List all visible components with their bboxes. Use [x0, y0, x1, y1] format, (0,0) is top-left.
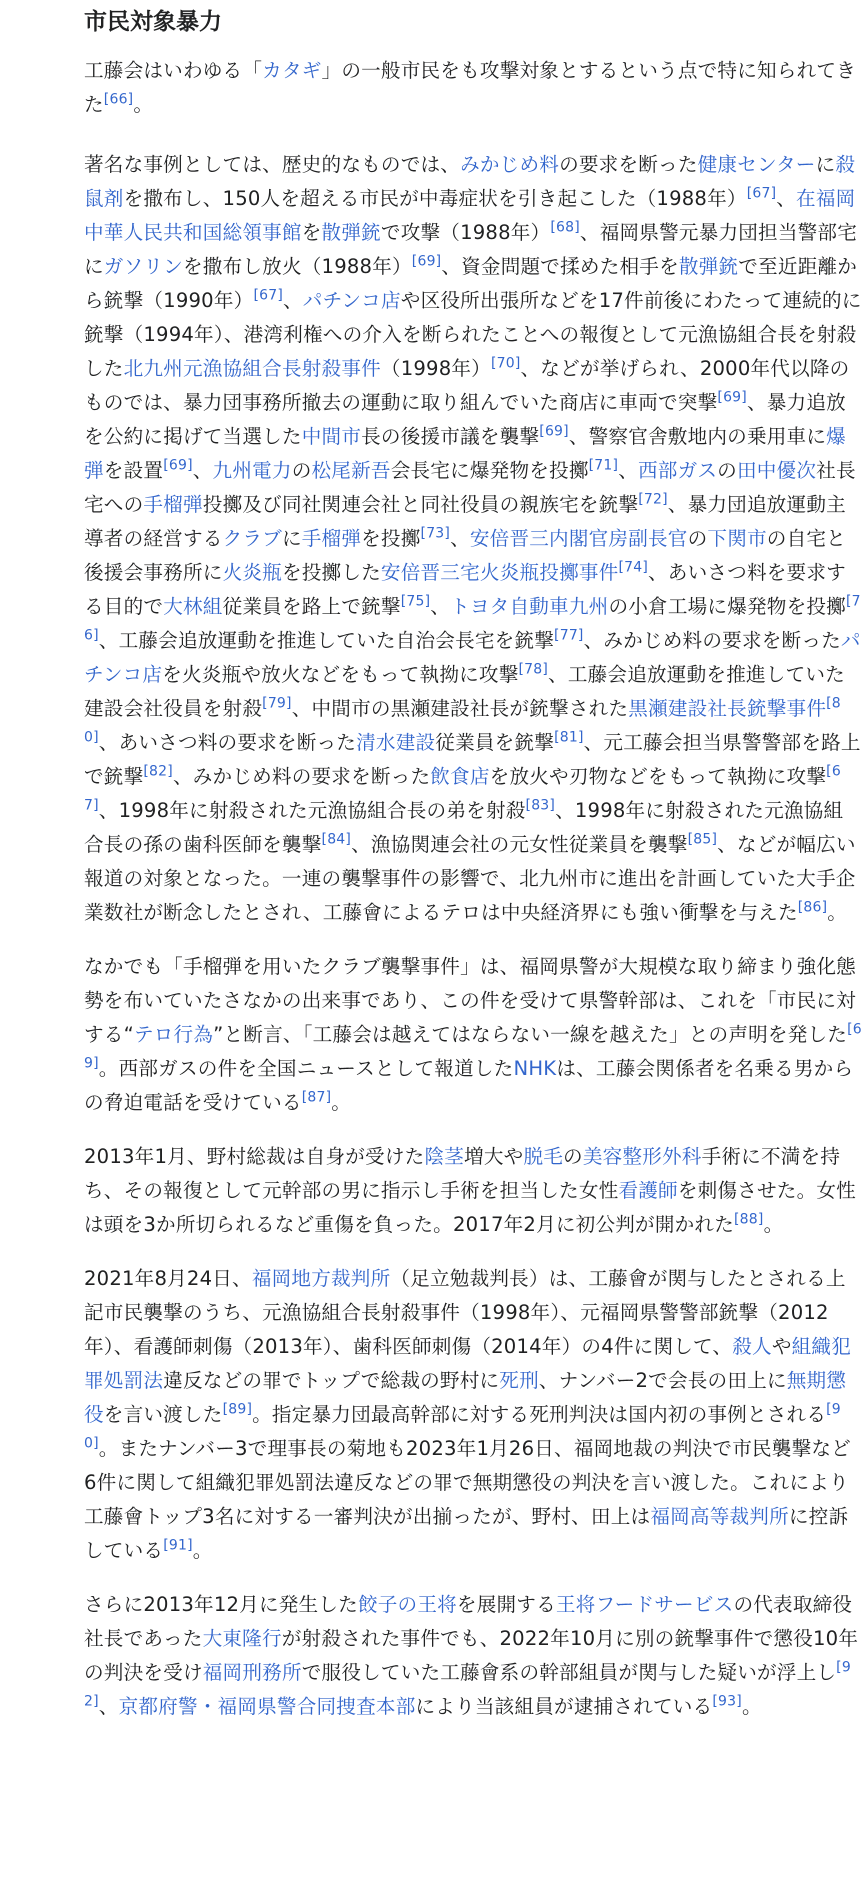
- text-run: 従業員を銃撃: [435, 731, 555, 754]
- inline-link[interactable]: 無期懲役: [84, 1369, 847, 1426]
- inline-link[interactable]: テロ行為: [133, 1023, 214, 1046]
- citation-link[interactable]: [78]: [518, 661, 549, 678]
- inline-link[interactable]: 福岡地方裁判所: [251, 1267, 391, 1290]
- text-run: の: [563, 1145, 583, 1168]
- text-run: 。西部ガスの件を全国ニュースとして報道した: [98, 1057, 514, 1080]
- text-run: や: [771, 1335, 792, 1358]
- citation-link[interactable]: [88]: [734, 1211, 764, 1228]
- inline-link[interactable]: 爆弾: [84, 425, 846, 482]
- citation-link[interactable]: [74]: [618, 559, 648, 576]
- inline-link[interactable]: 西部ガス: [637, 459, 718, 482]
- citation-link[interactable]: [70]: [490, 355, 521, 372]
- text-run: の自宅と後援会事務所に: [84, 527, 846, 584]
- inline-link[interactable]: 美容整形外科: [582, 1145, 702, 1168]
- inline-link[interactable]: 松尾新吾: [311, 459, 391, 482]
- text-run: 、: [430, 595, 451, 618]
- inline-link[interactable]: 清水建設: [356, 731, 436, 754]
- text-run: 工藤会はいわゆる「: [84, 59, 263, 82]
- inline-link[interactable]: 手榴弾: [143, 493, 203, 516]
- text-run: で至近距離から銃撃（1990年）: [84, 255, 858, 312]
- citation-ref: [322, 831, 352, 847]
- text-run: を火炎瓶や放火などをもって執拗に攻撃: [162, 663, 519, 686]
- citation-link[interactable]: [92]: [84, 1659, 851, 1710]
- text-run: や区役所出張所などを17件前後にわたって連続的に銃撃（1994年）、港湾利権への介入を断られたことへの報復として元漁協組合長を射殺した: [84, 289, 862, 380]
- citation-ref: [539, 423, 569, 439]
- section-body: [84, 54, 862, 1724]
- citation-link[interactable]: [67]: [253, 287, 283, 304]
- inline-link[interactable]: 在福岡中華人民共和国総領事館: [84, 187, 856, 244]
- citation-ref: [734, 1211, 764, 1227]
- text-run: を撒布し放火（1988年）: [182, 255, 412, 278]
- text-run: 2021年8月24日、: [84, 1267, 252, 1290]
- citation-link[interactable]: [71]: [588, 457, 619, 474]
- text-run: を刺傷させた。女性は頭を3か所切られるなど重傷を負った。2017年2月に初公判が開かれた: [84, 1179, 856, 1236]
- text-run: さらに2013年12月に発生した: [84, 1593, 358, 1616]
- text-run: の: [687, 527, 708, 550]
- text-run: （足立勉裁判長）は、工藤會が関与したとされる上記市民襲撃のうち、元漁協組合長射殺事件（1998年）、元福岡県警警部銃撃（2012年）、看護師刺傷（2013年）、歯科医師刺傷（2014年）の4件に関して、: [84, 1267, 846, 1358]
- citation-ref: [163, 1537, 193, 1553]
- text-run: 、みかじめ料の要求を断った: [172, 765, 431, 788]
- text-run: 、1998年に射殺された元漁協組合長の弟を射殺: [98, 799, 526, 822]
- text-run: 長の後援市議を襲撃: [361, 425, 540, 448]
- inline-link[interactable]: 脱毛: [523, 1145, 564, 1168]
- text-run: により当該組員が逮捕されている: [415, 1695, 713, 1718]
- text-run: 、: [618, 459, 638, 482]
- text-run: 手術に不満を持ち、その報復として元幹部の男に指示し手術を担当した女性: [84, 1145, 841, 1202]
- paragraph: [84, 54, 862, 122]
- citation-link[interactable]: [69]: [411, 253, 442, 270]
- citation-link[interactable]: [80]: [84, 695, 841, 746]
- inline-link[interactable]: カタギ: [262, 59, 322, 82]
- citation-link[interactable]: [76]: [84, 593, 861, 644]
- inline-link[interactable]: 健康センター: [697, 153, 816, 176]
- text-run: 、: [98, 1695, 119, 1718]
- inline-link[interactable]: 王将フードサービス: [555, 1593, 734, 1616]
- citation-ref: [412, 253, 442, 269]
- citation-link[interactable]: [73]: [420, 525, 451, 542]
- citation-link[interactable]: [66]: [103, 91, 134, 108]
- paragraph: [84, 950, 862, 1120]
- inline-link[interactable]: 中間市: [301, 425, 362, 448]
- text-run: 、資金問題で揉めた相手を: [441, 255, 679, 278]
- text-run: 、あいさつ料の要求を断った: [98, 731, 357, 754]
- inline-link[interactable]: 大林組: [163, 595, 223, 618]
- citation-ref: [143, 763, 173, 779]
- citation-link[interactable]: [93]: [712, 1693, 742, 1710]
- text-run: を設置: [103, 459, 164, 482]
- text-run: で服役していた工藤會系の幹部組員が関与した疑いが浮上し: [301, 1661, 837, 1684]
- citation-link[interactable]: [68]: [550, 219, 580, 236]
- citation-link[interactable]: [90]: [84, 1401, 841, 1452]
- inline-link[interactable]: パチンコ店: [84, 629, 861, 686]
- paragraph: [84, 148, 862, 930]
- text-run: 従業員を路上で銃撃: [222, 595, 401, 618]
- citation-link[interactable]: [82]: [143, 763, 173, 780]
- text-run: 、ナンバー2で会長の田上に: [538, 1369, 787, 1392]
- article-content: [84, 0, 862, 1744]
- citation-link[interactable]: [79]: [262, 695, 292, 712]
- inline-link[interactable]: 九州電力: [212, 459, 292, 482]
- text-run: 、工藤会追放運動を推進していた建設会社役員を射殺: [84, 663, 845, 720]
- text-run: の: [291, 459, 312, 482]
- citation-ref: [798, 899, 828, 915]
- text-run: 、: [192, 459, 213, 482]
- citation-link[interactable]: [89]: [222, 1401, 253, 1418]
- text-run: 、漁協関連会社の元女性従業員を襲撃: [351, 833, 688, 856]
- inline-link[interactable]: 散弾銃: [321, 221, 381, 244]
- text-run: 、1998年に射殺された元漁協組合長の孫の歯科医師を襲撃: [84, 799, 844, 856]
- text-run: 、福岡県警元暴力団担当警部宅に: [84, 221, 858, 278]
- citation-ref: [401, 593, 431, 609]
- citation-link[interactable]: [85]: [687, 831, 718, 848]
- text-run: の小倉工場に爆発物を投擲: [608, 595, 846, 618]
- text-run: 、などが幅広い報道の対象となった。一連の襲撃事件の影響で、北九州市に進出を計画していた大手企業数社が断念したとされ、工藤會によるテロは中央経済界にも強い衝撃を与えた: [84, 833, 856, 924]
- citation-ref: [589, 457, 619, 473]
- citation-link[interactable]: [81]: [554, 729, 584, 746]
- text-run: 著名な事例としては、歴史的なものでは、: [84, 153, 461, 176]
- text-run: 、あいさつ料を要求する目的で: [84, 561, 846, 618]
- text-run: 。: [331, 1091, 352, 1114]
- text-run: （1998年）: [380, 357, 491, 380]
- text-run: を放火や刃物などをもって執拗に攻撃: [489, 765, 827, 788]
- citation-link[interactable]: [84]: [321, 831, 352, 848]
- text-run: に: [281, 527, 302, 550]
- text-run: に控訴している: [84, 1505, 849, 1562]
- text-run: が射殺された事件でも、2022年10月に別の銃撃事件で懲役10年の判決を受け: [84, 1627, 859, 1684]
- inline-link[interactable]: 田中優次: [736, 459, 817, 482]
- text-run: を投擲: [361, 527, 421, 550]
- citation-ref: [302, 1089, 332, 1105]
- citation-link[interactable]: [83]: [525, 797, 556, 814]
- text-run: に: [815, 153, 836, 176]
- citation-ref: [262, 695, 292, 711]
- inline-link[interactable]: 火炎瓶: [222, 561, 282, 584]
- inline-link[interactable]: 手榴弾: [301, 527, 362, 550]
- inline-link[interactable]: 殺人: [732, 1335, 772, 1358]
- citation-ref: [163, 457, 193, 473]
- inline-link[interactable]: 安倍晋三宅火炎瓶投擲事件: [380, 561, 619, 584]
- text-run: 。: [192, 1539, 213, 1562]
- text-run: 、工藤会追放運動を推進していた自治会長宅を銃撃: [98, 629, 555, 652]
- citation-ref: [717, 389, 747, 405]
- inline-link[interactable]: クラブ: [222, 527, 282, 550]
- citation-ref: [554, 627, 584, 643]
- citation-ref: [688, 831, 718, 847]
- citation-link[interactable]: [67]: [746, 185, 777, 202]
- inline-link[interactable]: 北九州元漁協組合長射殺事件: [123, 357, 381, 380]
- citation-link[interactable]: [69]: [539, 423, 569, 440]
- text-run: の: [717, 459, 737, 482]
- citation-link[interactable]: [69]: [717, 389, 747, 406]
- text-run: を: [301, 221, 322, 244]
- inline-link[interactable]: 黒瀬建設社長銃撃事件: [628, 697, 827, 720]
- inline-link[interactable]: みかじめ料: [460, 153, 560, 176]
- text-run: は、工藤会関係者を名乗る男からの脅迫電話を受けている: [84, 1057, 854, 1114]
- text-run: ”と断言、「工藤会は越えてはならない一線を越えた」との声明を発した: [213, 1023, 848, 1046]
- citation-link[interactable]: [75]: [400, 593, 431, 610]
- citation-ref: [712, 1693, 742, 1709]
- citation-ref: [554, 729, 584, 745]
- citation-ref: [253, 287, 283, 303]
- text-run: 。: [133, 93, 154, 116]
- citation-link[interactable]: [69]: [163, 457, 193, 474]
- citation-link[interactable]: [77]: [554, 627, 584, 644]
- text-run: 、警察官舎敷地内の乗用車に: [568, 425, 827, 448]
- inline-link[interactable]: 福岡高等裁判所: [650, 1505, 789, 1528]
- text-run: 違反などの罪でトップで総裁の野村に: [163, 1369, 500, 1392]
- text-run: で攻撃（1988年）: [380, 221, 551, 244]
- inline-link[interactable]: 餃子の王将: [357, 1593, 457, 1616]
- inline-link[interactable]: 殺鼠剤: [84, 153, 856, 210]
- text-run: 、元工藤会担当県警警部を路上で銃撃: [84, 731, 861, 788]
- text-run: 、暴力追放を公約に掲げて当選した: [84, 391, 846, 448]
- text-run: なかでも「手榴弾を用いたクラブ襲撃事件」は、福岡県警が大規模な取り締まり強化態勢を布いていたさなかの出来事であり、この件を受けて県警幹部は、これを「市民に対する“: [84, 955, 856, 1046]
- inline-link[interactable]: 安倍晋三内閣官房副長官: [469, 527, 688, 550]
- text-run: 。指定暴力団最高幹部に対する死刑判決は国内初の事例とされる: [252, 1403, 827, 1426]
- citation-ref: [421, 525, 451, 541]
- citation-link[interactable]: [69]: [84, 1021, 862, 1072]
- inline-link[interactable]: 飲食店: [430, 765, 490, 788]
- citation-link[interactable]: [67]: [84, 763, 841, 814]
- text-run: 」の一般市民をも攻撃対象とするという点で特に知られてきた: [84, 59, 856, 116]
- text-run: 増大や: [464, 1145, 524, 1168]
- inline-link[interactable]: NHK: [513, 1057, 557, 1080]
- citation-link[interactable]: [87]: [301, 1089, 332, 1106]
- inline-link[interactable]: トヨタ自動車九州: [450, 595, 609, 618]
- text-run: 投擲及び同社関連会社と同社役員の親族宅を銃撃: [202, 493, 639, 516]
- text-run: 、暴力団追放運動主導者の経営する: [84, 493, 846, 550]
- citation-ref: [618, 559, 648, 575]
- citation-ref: [526, 797, 556, 813]
- citation-ref: [519, 661, 549, 677]
- text-run: 。: [827, 901, 848, 924]
- citation-ref: [491, 355, 521, 371]
- text-run: 、: [776, 187, 797, 210]
- text-run: 、中間市の黒瀬建設社長が銃撃された: [291, 697, 629, 720]
- text-run: を撒布し、150人を超える市民が中毒症状を引き起こした（1988年）: [123, 187, 747, 210]
- inline-link[interactable]: 下関市: [707, 527, 767, 550]
- inline-link[interactable]: 看護師: [618, 1179, 678, 1202]
- citation-ref: [550, 219, 580, 235]
- citation-link[interactable]: [86]: [797, 899, 828, 916]
- inline-link[interactable]: ガソリン: [103, 255, 183, 278]
- inline-link[interactable]: 大東隆行: [202, 1627, 282, 1650]
- text-run: を投擲した: [281, 561, 381, 584]
- inline-link[interactable]: 組織犯罪処罰法: [84, 1335, 852, 1392]
- text-run: 社長宅への: [84, 459, 856, 516]
- text-run: の要求を断った: [559, 153, 698, 176]
- text-run: の代表取締役社長であった: [84, 1593, 853, 1650]
- text-run: を言い渡した: [103, 1403, 223, 1426]
- text-run: 、みかじめ料の要求を断った: [583, 629, 841, 652]
- section-heading: 市民対象暴力: [84, 9, 222, 35]
- citation-link[interactable]: [72]: [638, 491, 668, 508]
- paragraph: [84, 1262, 862, 1568]
- text-run: を展開する: [456, 1593, 556, 1616]
- inline-link[interactable]: 京都府警・福岡県警合同捜査本部: [118, 1695, 416, 1718]
- text-run: 。またナンバー3で理事長の菊地も2023年1月26日、福岡地裁の判決で市民襲撃など6件に関して組織犯罪処罰法違反などの罪で無期懲役の判決を言い渡した。これにより工藤會トップ3名に対する一審判決が出揃ったが、野村、田上は: [84, 1437, 851, 1528]
- citation-ref: [104, 91, 134, 107]
- text-run: 、などが挙げられ、2000年代以降のものでは、暴力団事務所撤去の運動に取り組んでいた商店に車両で突撃: [84, 357, 850, 414]
- text-run: 。: [763, 1213, 784, 1236]
- inline-link[interactable]: 死刑: [499, 1369, 539, 1392]
- inline-link[interactable]: パチンコ店: [302, 289, 401, 312]
- inline-link[interactable]: 陰茎: [424, 1145, 465, 1168]
- citation-ref: [223, 1401, 253, 1417]
- paragraph: [84, 1140, 862, 1242]
- text-run: 、: [282, 289, 303, 312]
- paragraph: [84, 1588, 862, 1724]
- inline-link[interactable]: 福岡刑務所: [202, 1661, 302, 1684]
- text-run: 。: [741, 1695, 762, 1718]
- citation-ref: [747, 185, 777, 201]
- inline-link[interactable]: 散弾銃: [678, 255, 739, 278]
- citation-link[interactable]: [91]: [163, 1537, 193, 1554]
- citation-ref: [638, 491, 668, 507]
- text-run: 2013年1月、野村総裁は自身が受けた: [84, 1145, 425, 1168]
- text-run: 会長宅に爆発物を投擲: [390, 459, 589, 482]
- text-run: 、: [450, 527, 470, 550]
